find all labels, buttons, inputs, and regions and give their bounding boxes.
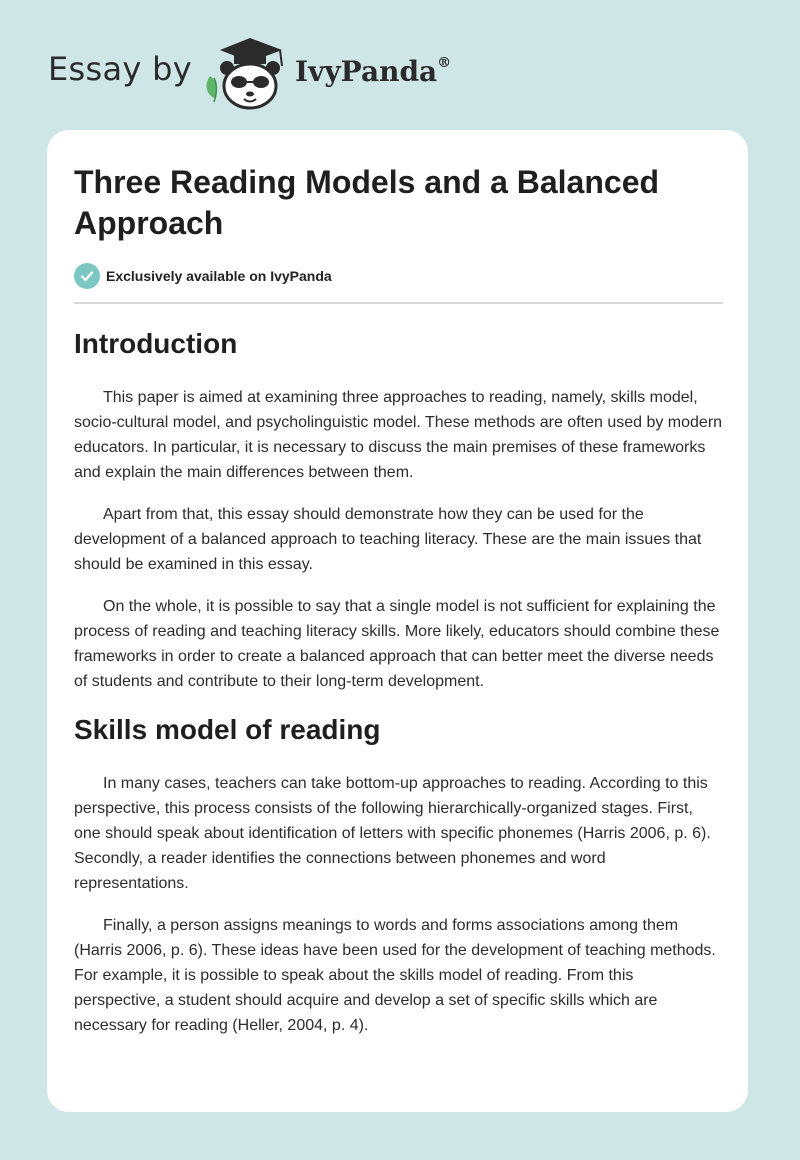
paragraph: Apart from that, this essay should demonstrate how they can be used for the development of a balanced approach to teaching literacy. These are the main issues that should be examined in this essay.: [74, 506, 702, 573]
exclusive-badge: [74, 263, 332, 289]
site-header: [0, 0, 800, 130]
paragraph: Finally, a person assigns meanings to words and forms associations among them (Harris 2006, p. 6). These ideas have been used for the development of teaching methods. For example, it is possible to speak about the skills model of reading. From this perspective, a student should acquire and develop a set of specific skills which are necessary for reading (Heller, 2004, p. 4).: [74, 917, 716, 1034]
section-heading: Skills model of reading: [74, 714, 381, 745]
article-card: [47, 130, 748, 1112]
paragraph: This paper is aimed at examining three approaches to reading, namely, skills model, socio-cultural model, and psycholinguistic model. These methods are often used by modern educators. In particular, it is necessary to discuss the main premises of these frameworks and explain the main differences between them.: [74, 389, 723, 481]
essay-by-label: Essay by: [48, 50, 192, 88]
section-heading: Introduction: [74, 328, 238, 359]
paragraph: On the whole, it is possible to say that a single model is not sufficient for explaining the process of reading and teaching literacy skills. More likely, educators should combine these frameworks in order to create a balanced approach that can better meet the diverse needs of students and contribute to their long-term development.: [74, 598, 720, 690]
divider: [74, 302, 723, 304]
badge-label: Exclusively available on IvyPanda: [106, 268, 332, 284]
article-body: [74, 320, 724, 1055]
checkmark-icon: [74, 263, 100, 289]
brand-name[interactable]: IvyPanda®: [295, 54, 452, 88]
panda-logo-icon[interactable]: [200, 36, 290, 112]
registered-mark: ®: [437, 54, 452, 71]
article-title: Three Reading Models and a Balanced Approach: [74, 164, 660, 241]
paragraph: In many cases, teachers can take bottom-up approaches to reading. According to this perspective, this process consists of the following hierarchically-organized stages. First, one should speak about identification of letters with specific phonemes (Harris 2006, p. 6). Secondly, a reader identifies the connections between phonemes and word representations.: [74, 775, 711, 892]
